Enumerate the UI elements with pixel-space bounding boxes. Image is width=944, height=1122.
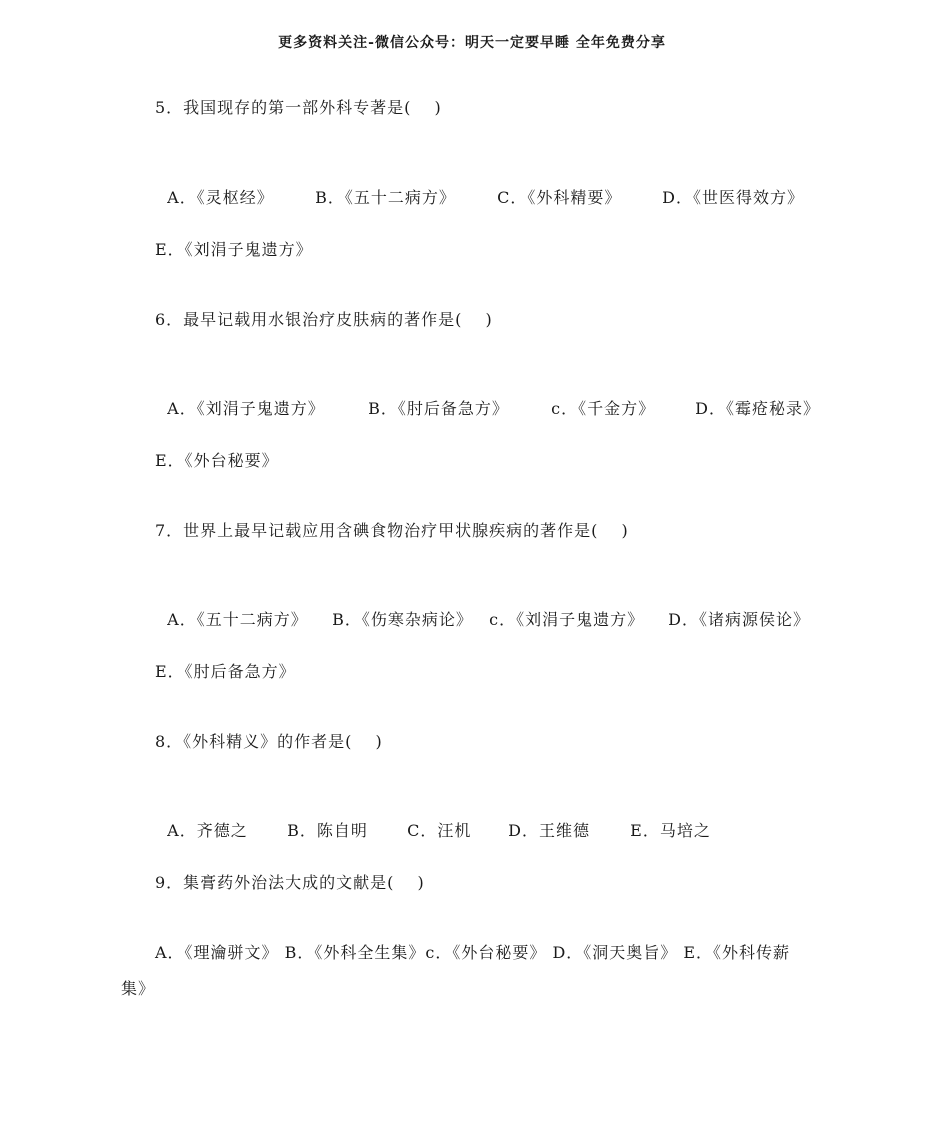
option-a: A．《灵枢经》 bbox=[167, 188, 274, 207]
option-c: c．《刘涓子鬼遗方》 bbox=[489, 610, 645, 629]
question-8-options bbox=[155, 799, 711, 841]
option-b: B．《五十二病方》 bbox=[315, 188, 456, 207]
option-a: A．《五十二病方》 bbox=[167, 610, 308, 629]
option-b: B．陈自明 bbox=[287, 821, 368, 840]
question-7-option-e: E．《肘后备急方》 bbox=[155, 662, 296, 681]
question-7-options bbox=[155, 588, 810, 630]
option-a: A．《刘涓子鬼遗方》 bbox=[167, 399, 325, 418]
option-b: B．《肘后备急方》 bbox=[368, 399, 509, 418]
option-c: C．《外科精要》 bbox=[497, 188, 622, 207]
option-a: A．齐德之 bbox=[167, 821, 248, 840]
question-9-stem: 9．集膏药外治法大成的文献是( ) bbox=[155, 873, 425, 892]
option-d: D．王维德 bbox=[508, 821, 591, 840]
option-d: D．《诸病源侯论》 bbox=[668, 610, 811, 629]
option-c: C．汪机 bbox=[407, 821, 472, 840]
option-d: D．《霉疮秘录》 bbox=[695, 399, 821, 418]
question-9-options: A．《理瀹骈文》 B．《外科全生集》c．《外台秘要》 D．《洞天奥旨》 E．《外科传薪 bbox=[155, 943, 791, 962]
question-7-stem: 7．世界上最早记载应用含碘食物治疗甲状腺疾病的著作是( ) bbox=[155, 521, 629, 540]
question-6-stem: 6．最早记载用水银治疗皮肤病的著作是( ) bbox=[155, 310, 493, 329]
question-5-stem: 5．我国现存的第一部外科专著是( ) bbox=[155, 98, 442, 117]
option-d: D．《世医得效方》 bbox=[662, 188, 805, 207]
question-5-option-e: E．《刘涓子鬼遗方》 bbox=[155, 240, 313, 259]
page-header: 更多资料关注-微信公众号：明天一定要早睡 全年免费分享 bbox=[278, 35, 666, 51]
question-9-options-wrap: 集》 bbox=[121, 979, 156, 998]
question-8-stem: 8．《外科精义》的作者是( ) bbox=[155, 732, 383, 751]
option-b: B．《伤寒杂病论》 bbox=[332, 610, 473, 629]
option-c: c．《千金方》 bbox=[551, 399, 656, 418]
question-6-option-e: E．《外台秘要》 bbox=[155, 451, 279, 470]
question-6-options bbox=[155, 377, 820, 419]
option-e: E．马培之 bbox=[630, 821, 711, 840]
question-5-options bbox=[155, 166, 804, 208]
